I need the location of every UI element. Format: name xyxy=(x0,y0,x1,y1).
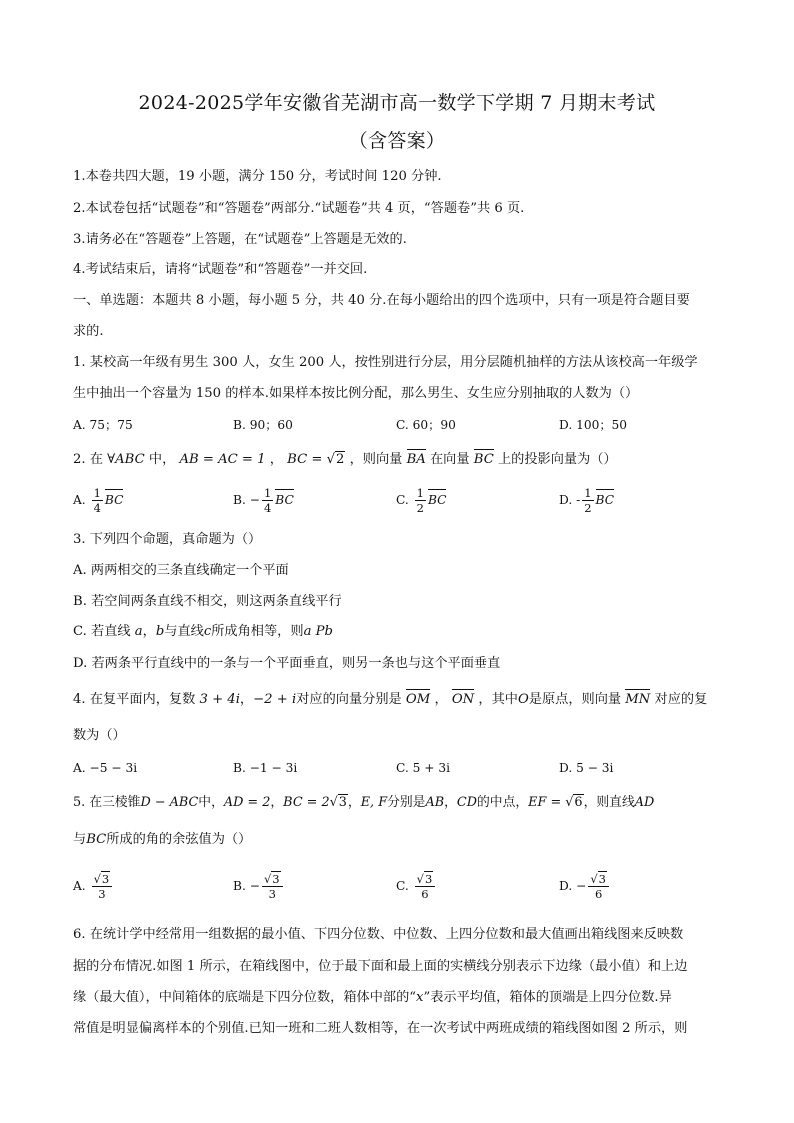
q2-option-c: C. $\frac{1}{2}$ BC xyxy=(396,486,447,515)
q5-stem-cont: 与BC所成的角的余弦值为（） xyxy=(73,832,252,847)
instruction-4: 4.考试结束后，请将“试题卷”和“答题卷”一并交回. xyxy=(73,262,368,277)
q3-option-d: D. 若两条平行直线中的一条与一个平面垂直，则另一条也与这个平面垂直 xyxy=(73,656,501,671)
q1-stem-cont: 生中抽出一个容量为 150 的样本.如果样本按比例分配，那么男生、女生应分别抽取的人数为（） xyxy=(73,386,639,401)
q3-option-c: C. 若直线 a，b与直线c所成角相等，则a Pb xyxy=(73,624,333,639)
q1-stem: 1. 某校高一年级有男生 300 人，女生 200 人，按性别进行分层，用分层随机抽样的方法从该校高一年级学 xyxy=(73,355,698,370)
vector-mn: MN xyxy=(625,690,650,710)
q3-option-b: B. 若空间两条直线不相交，则这两条直线平行 xyxy=(73,594,342,609)
fraction: $\frac{1}{2}$ xyxy=(416,486,424,515)
fraction: $\frac{1}{2}$ xyxy=(584,486,592,515)
q5-option-d: D. − $\frac{√3}{6}$ xyxy=(559,872,611,901)
exam-title: 2024-2025学年安徽省芜湖市高一数学下学期 7 月期末考试 xyxy=(138,92,656,114)
sqrt-symbol: √3 xyxy=(329,795,347,810)
instruction-1: 1.本卷共四大题，19 小题，满分 150 分，考试时间 120 分钟. xyxy=(73,169,442,184)
q4-stem-cont: 数为（） xyxy=(73,728,126,743)
q1-option-a: A. 75；75 xyxy=(73,418,133,432)
sqrt-symbol: √6 xyxy=(565,795,583,810)
section-heading-cont: 求的. xyxy=(73,324,104,339)
q4-option-c: C. 5 + 3i xyxy=(396,761,451,775)
q4-stem: 4. 在复平面内，复数 3 + 4i，−2 + i对应的向量分别是 OM ， ON ，其中O是原点，则向量 MN 对应的复 xyxy=(73,690,723,710)
q2-text: 上的投影向量为（） xyxy=(498,452,617,467)
vector-om: OM xyxy=(406,690,430,710)
q2-text: 2. 在 xyxy=(73,452,103,467)
q6-stem: 6. 在统计学中经常用一组数据的最小值、下四分位数、中位数、上四分位数和最大值画出箱线图来反映数 xyxy=(73,927,684,942)
q2-triangle: ∀ABC xyxy=(107,452,145,467)
q2-option-b: B. − $\frac{1}{4}$ BC xyxy=(233,486,294,515)
instruction-3: 3.请务必在“答题卷”上答题，在“试题卷”上答题是无效的. xyxy=(73,232,407,247)
q5-option-a: A. $\frac{√3}{3}$ xyxy=(73,872,114,901)
q5-option-b: B. − $\frac{√3}{3}$ xyxy=(233,872,285,901)
q4-option-a: A. −5 − 3i xyxy=(73,761,138,775)
q1-option-b: B. 90；60 xyxy=(233,418,293,432)
exam-subtitle: （含答案） xyxy=(348,130,446,152)
fraction: $\frac{1}{4}$ xyxy=(93,486,101,515)
sqrt-symbol: √2 xyxy=(326,452,345,467)
vector-ba: BA xyxy=(407,450,426,470)
q6-stem-cont: 据的分布情况.如图 1 所示，在箱线图中，位于最下面和最上面的实横线分别表示下边缘（最小值）和上边 xyxy=(73,959,688,974)
q1-option-d: D. 100；50 xyxy=(559,418,628,432)
q2-condition: BC = xyxy=(287,452,327,467)
vector-bc: BC xyxy=(474,450,494,470)
q4-option-d: D. 5 − 3i xyxy=(559,761,614,775)
vector-on: ON xyxy=(452,690,474,710)
q3-stem: 3. 下列四个命题，真命题为（） xyxy=(73,532,262,547)
q2-option-d: D. - $\frac{1}{2}$ BC xyxy=(559,486,615,515)
section-heading: 一、单选题：本题共 8 小题，每小题 5 分，共 40 分.在每小题给出的四个选项中，只有一项是符合题目要 xyxy=(73,293,690,308)
q4-option-b: B. −1 − 3i xyxy=(233,761,298,775)
q2-stem xyxy=(73,450,723,470)
q6-stem-cont: 缘（最大值），中间箱体的底端是下四分位数，箱体中部的“x”表示平均值，箱体的顶端是上四分位数.异 xyxy=(73,990,672,1005)
fraction: $\frac{√3}{6}$ xyxy=(415,872,436,901)
instruction-2: 2.本试卷包括“试题卷”和“答题卷”两部分.“试题卷”共 4 页，“答题卷”共 6 页. xyxy=(73,201,525,216)
q2-text: 中， xyxy=(148,452,176,467)
fraction: $\frac{√3}{3}$ xyxy=(92,872,113,901)
q2-text: ， xyxy=(269,452,283,467)
q5-stem: 5. 在三棱锥D − ABC中，AD = 2，BC = 2√3，E, F分别是AB，CD的中点，EF = √6，则直线AD xyxy=(73,793,723,813)
fraction: $\frac{√3}{3}$ xyxy=(262,872,283,901)
q5-option-c: C. $\frac{√3}{6}$ xyxy=(396,872,437,901)
q3-option-a: A. 两两相交的三条直线确定一个平面 xyxy=(73,563,289,578)
q2-option-a: A. $\frac{1}{4}$ BC xyxy=(73,486,124,515)
q6-stem-cont: 常值是明显偏离样本的个别值.已知一班和二班人数相等，在一次考试中两班成绩的箱线图如图 2 所示，则 xyxy=(73,1021,688,1036)
q2-text: 在向量 xyxy=(430,452,470,467)
q1-option-c: C. 60；90 xyxy=(396,418,456,432)
q2-text: ，则向量 xyxy=(349,452,403,467)
q2-condition: AB = AC = 1 xyxy=(179,452,266,467)
fraction: $\frac{√3}{6}$ xyxy=(588,872,609,901)
fraction: $\frac{1}{4}$ xyxy=(263,486,272,515)
